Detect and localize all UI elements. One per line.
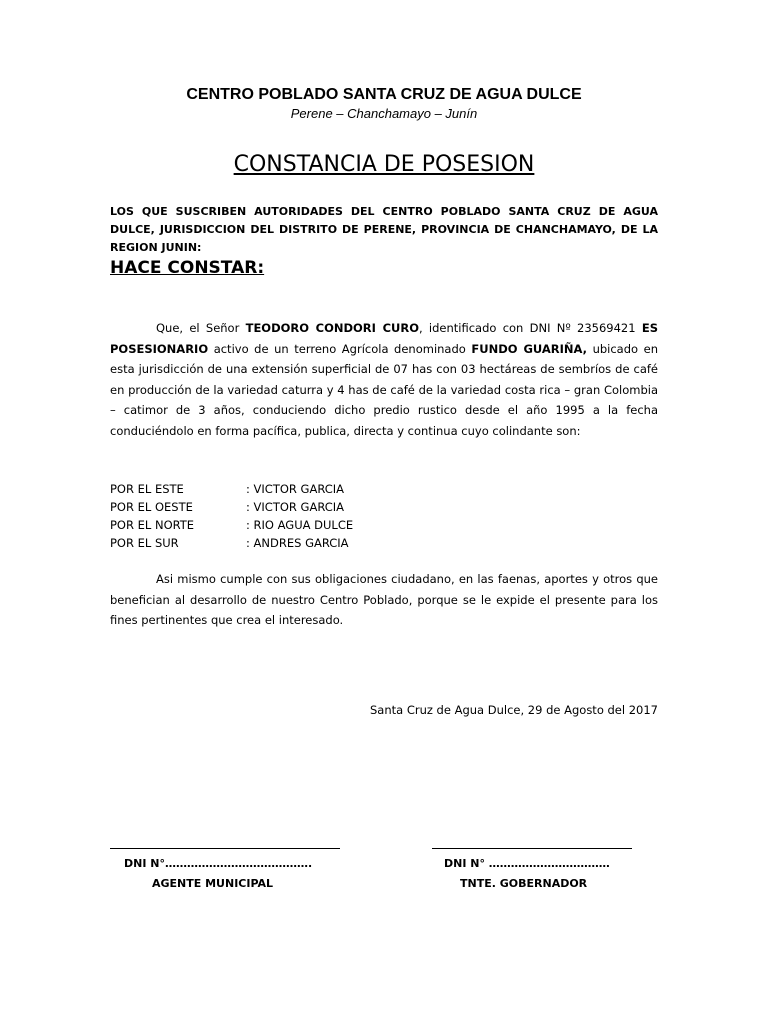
text-segment: activo de un terreno Agrícola denominado [208, 341, 472, 356]
boundary-row-west [110, 498, 353, 516]
closing-text: Asi mismo cumple con sus obligaciones ciudadano, en las faenas, aportes y otros que benefician al desarrollo de nuestro Centro Poblado, porque se le expide el presente para los fines pertinentes que crea el interesado. [110, 572, 658, 627]
boundary-direction: POR EL SUR [110, 536, 179, 550]
signature-dni-right: DNI N° …………………………… [444, 857, 610, 870]
document-title: CONSTANCIA DE POSESION [233, 152, 535, 177]
boundary-neighbor: : VICTOR GARCIA [246, 500, 345, 514]
hace-constar-heading: HACE CONSTAR: [110, 258, 265, 278]
place-and-date: Santa Cruz de Agua Dulce, 29 de Agosto del 2017 [369, 703, 658, 717]
boundary-row-north [110, 516, 353, 534]
boundary-neighbor: : VICTOR GARCIA [246, 482, 345, 496]
signature-role-right: TNTE. GOBERNADOR [460, 877, 588, 890]
main-paragraph [110, 318, 658, 441]
closing-paragraph [110, 569, 658, 631]
boundary-direction: POR EL ESTE [110, 482, 184, 496]
intro-paragraph: LOS QUE SUSCRIBEN AUTORIDADES DEL CENTRO POBLADO SANTA CRUZ DE AGUA DULCE, JURISDICCION DEL DISTRITO DE PERENE, PROVINCIA DE CHANCHAMAYO, DE LA REGION JUNIN: [110, 205, 658, 254]
boundary-direction: POR EL OESTE [110, 500, 193, 514]
boundaries-list [110, 480, 353, 552]
boundary-row-east [110, 480, 353, 498]
text-segment: Que, el Señor [156, 321, 246, 335]
holder-name: TEODORO CONDORI CURO [245, 321, 419, 335]
property-name: FUNDO GUARIÑA, [471, 341, 588, 356]
holder-status: ES POSESIONARIO [110, 321, 658, 356]
organization-name: CENTRO POBLADO SANTA CRUZ DE AGUA DULCE [186, 86, 582, 103]
boundary-row-south [110, 534, 353, 552]
boundary-direction: POR EL NORTE [110, 518, 195, 532]
text-segment: ubicado en esta jurisdicción de una extensión superficial de 07 has con 03 hectáreas de sembríos de café en producción de la variedad caturra y 4 has de café de la variedad costa rica – gran Colombia – catimor de 3 años, conduciendo dicho predio rustico desde el año 1995 a la fecha conduciéndolo en forma pacífica, publica, directa y continua cuyo colindante son: [110, 341, 658, 438]
organization-location: Perene – Chanchamayo – Junín [290, 106, 478, 121]
signature-dni-left: DNI N°…………………………………. [124, 857, 313, 870]
boundary-neighbor: : ANDRES GARCIA [246, 536, 349, 550]
signature-line-right [432, 848, 632, 849]
signature-line-left [110, 848, 340, 849]
text-segment: , identificado con DNI Nº 23569421 [418, 321, 642, 335]
boundary-neighbor: : RIO AGUA DULCE [246, 518, 354, 532]
signature-role-left: AGENTE MUNICIPAL [152, 877, 274, 890]
